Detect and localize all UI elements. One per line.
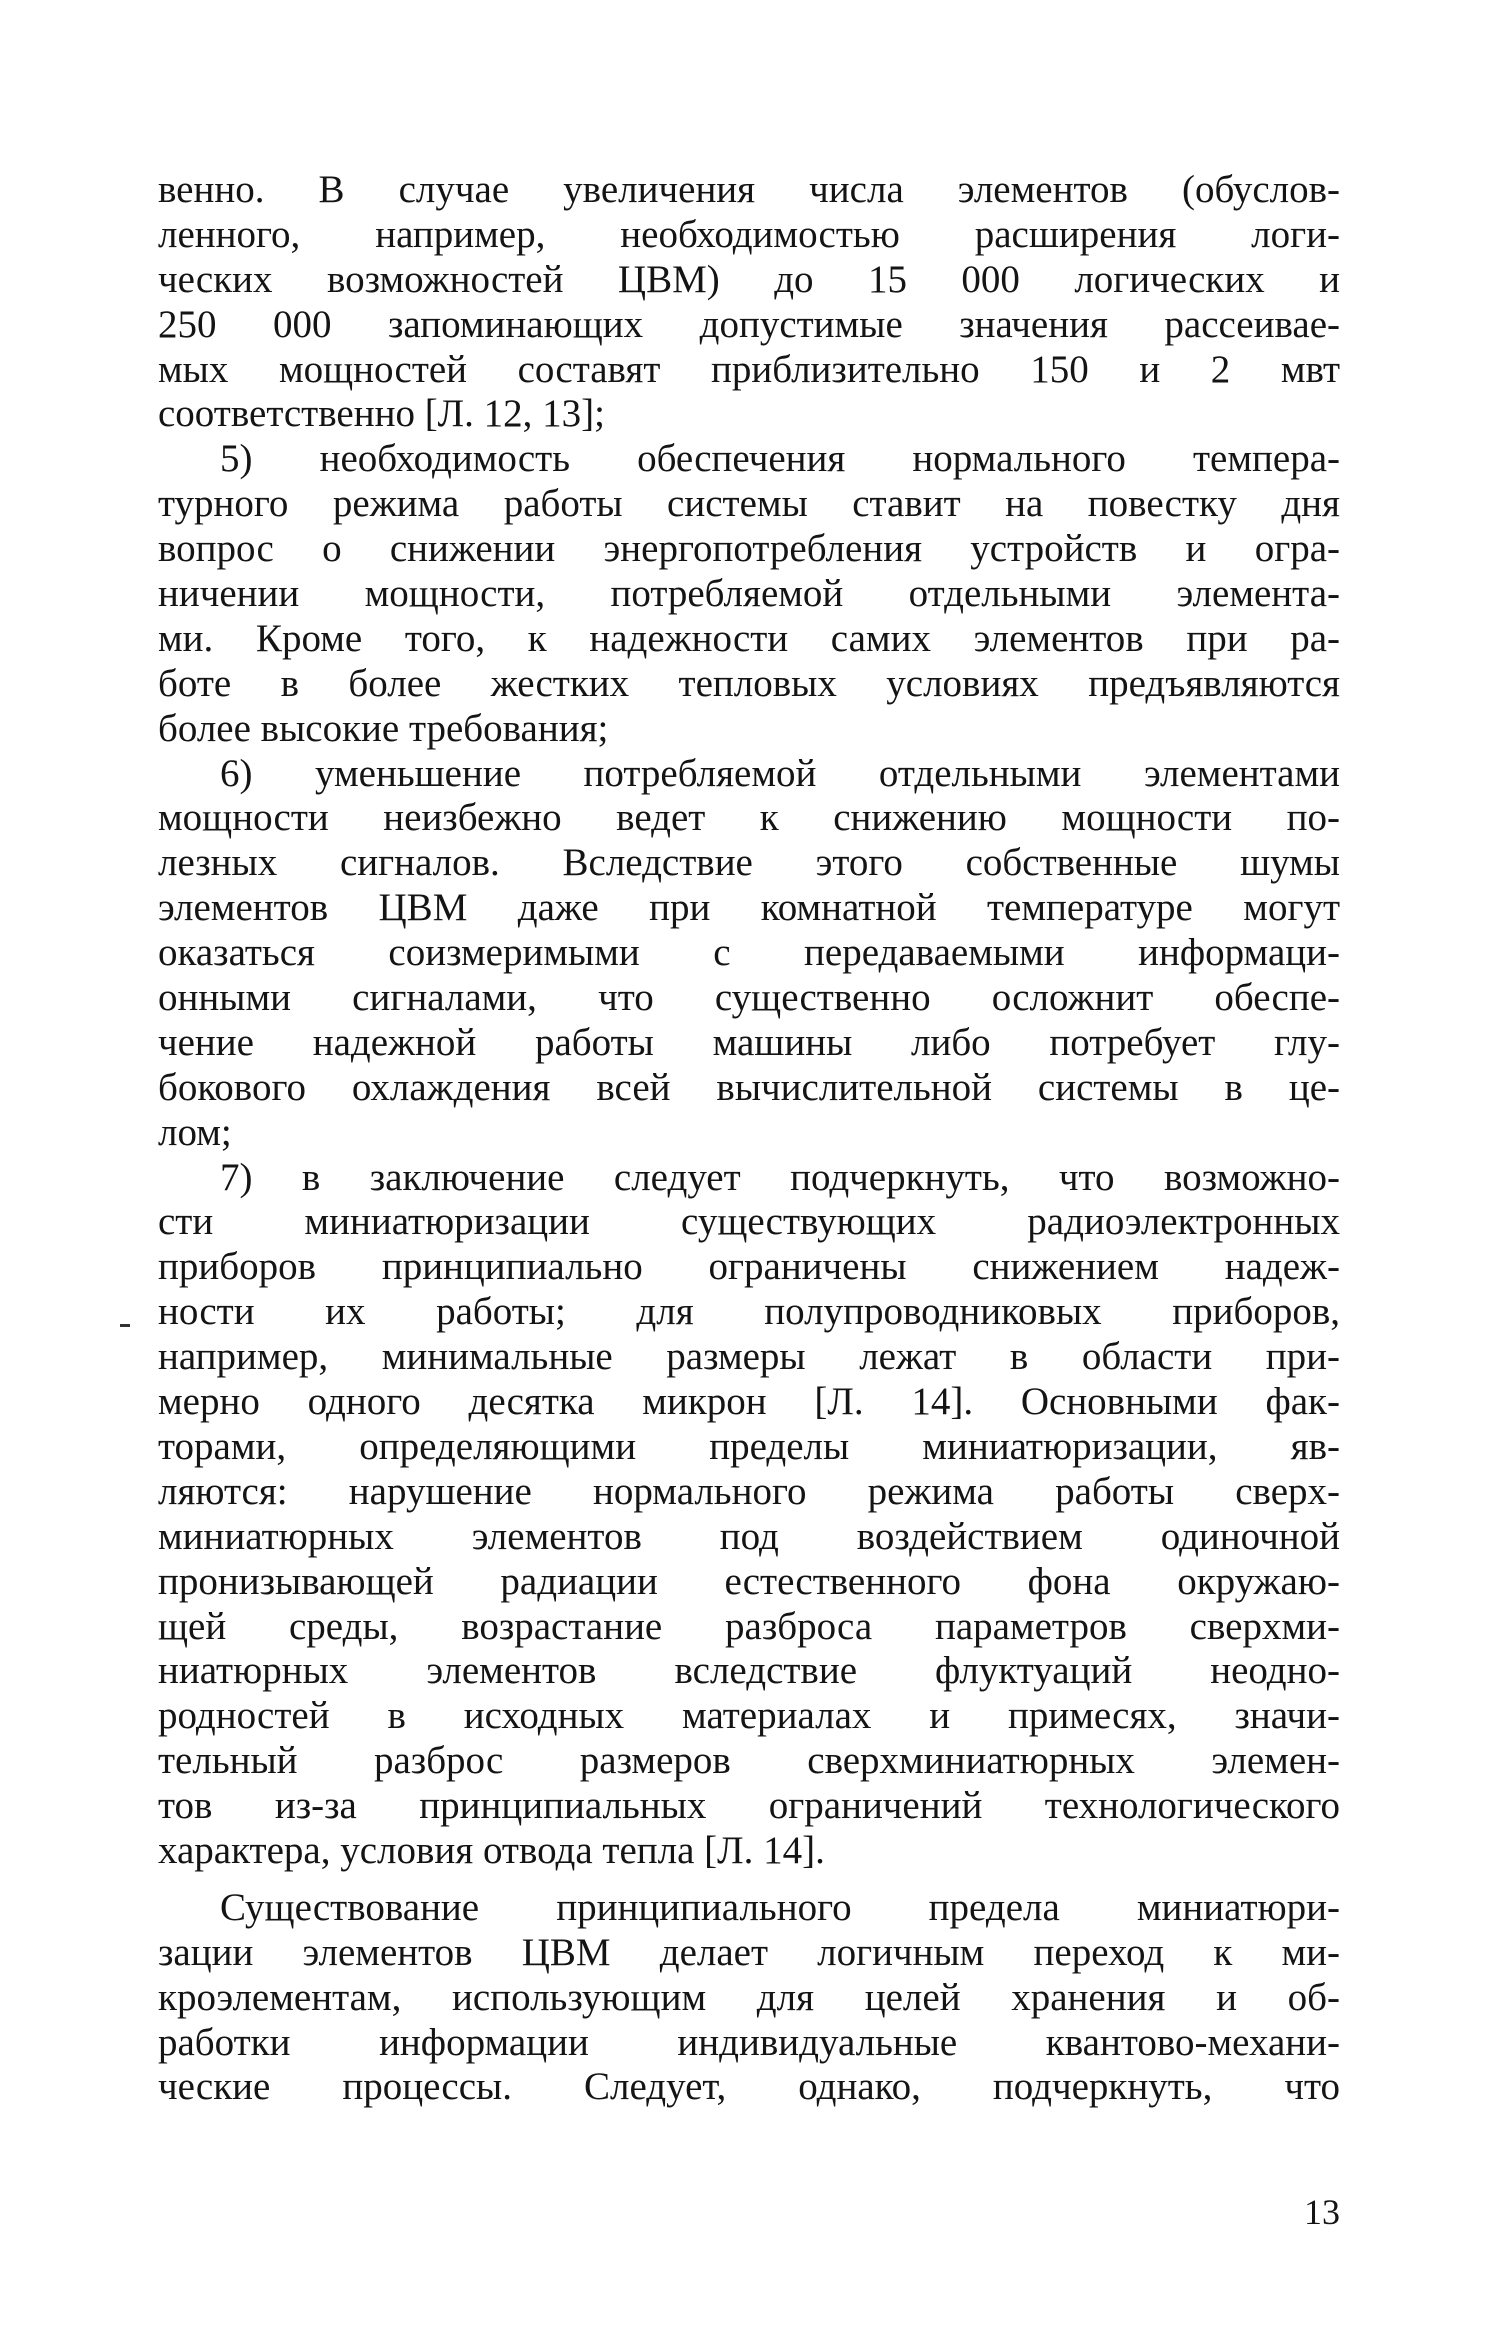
text-line: лом; [158,1110,232,1154]
text-line: венно. В случае увеличения числа элементов (обуслов- [158,168,1340,211]
text-line: турного режима работы системы ставит на повестку дня [158,482,1340,526]
text-line: мерно одного десятка микрон [Л. 14]. Основными фак- [158,1380,1340,1424]
text-line: пронизывающей радиации естественного фона окружаю- [158,1559,1340,1603]
text-line: торами, определяющими пределы миниатюризации, яв- [158,1424,1340,1468]
text-line: боте в более жестких тепловых условиях предъявляются [158,661,1340,705]
text-line: ности их работы; для полупроводниковых приборов, [158,1290,1340,1334]
text-line: ничении мощности, потребляемой отдельными элемента- [158,572,1340,616]
text-line: 6) уменьшение потребляемой отдельными элементами [220,751,1340,795]
text-line: кроэлементам, использующим для целей хранения и об- [158,1975,1340,2019]
margin-mark [120,1324,130,1327]
text-line: 7) в заключение следует подчеркнуть, что возможно- [220,1155,1340,1199]
text-line: тельный разброс размеров сверхминиатюрных элемен- [158,1739,1340,1783]
text-line: например, минимальные размеры лежат в области при- [158,1335,1340,1379]
text-line: онными сигналами, что существенно осложнит обеспе- [158,976,1340,1020]
text-line: более высокие требования; [158,706,609,750]
text-line: Существование принципиального предела миниатюри- [220,1885,1340,1929]
text-line: соответственно [Л. 12, 13]; [158,392,605,436]
text-line: тов из-за принципиальных ограничений технологического [158,1784,1340,1828]
text-line: 250 000 запоминающих допустимые значения рассеивае- [158,302,1340,346]
page-number: 13 [1304,2192,1340,2232]
page-body [158,168,1340,2110]
text-line: оказаться соизмеримыми с передаваемыми информаци- [158,931,1340,975]
text-line: лезных сигналов. Вследствие этого собственные шумы [158,841,1340,885]
text-line: ми. Кроме того, к надежности самих элементов при ра- [158,616,1340,660]
text-line: 5) необходимость обеспечения нормального темпера- [220,437,1340,481]
text-line: сти миниатюризации существующих радиоэлектронных [158,1200,1340,1244]
text-line: элементов ЦВМ даже при комнатной температуре могут [158,886,1340,930]
text-line: зации элементов ЦВМ делает логичным переход к ми- [158,1930,1340,1974]
text-line: ниатюрных элементов вследствие флуктуаций неодно- [158,1649,1340,1693]
text-line: миниатюрных элементов под воздействием одиночной [158,1514,1340,1558]
text-line: бокового охлаждения всей вычислительной системы в це- [158,1065,1340,1109]
text-line: щей среды, возрастание разброса параметров сверхми- [158,1604,1340,1648]
text-line: ческие процессы. Следует, однако, подчеркнуть, что [158,2065,1340,2109]
text-line: чение надежной работы машины либо потребует глу- [158,1020,1340,1064]
text-line: ляются: нарушение нормального режима работы сверх- [158,1469,1340,1513]
text-line: вопрос о снижении энергопотребления устройств и огра- [158,527,1340,571]
text-line: приборов принципиально ограничены снижением надеж- [158,1245,1340,1289]
text-line: характера, условия отвода тепла [Л. 14]. [158,1828,825,1872]
text-line: родностей в исходных материалах и примесях, значи- [158,1694,1340,1738]
text-line: работки информации индивидуальные квантово-механи- [158,2020,1340,2064]
text-line: мощности неизбежно ведет к снижению мощности по- [158,796,1340,840]
text-line: ческих возможностей ЦВМ) до 15 000 логических и [158,257,1340,301]
text-line: ленного, например, необходимостью расширения логи- [158,212,1340,256]
text-line: мых мощностей составят приблизительно 150 и 2 мвт [158,347,1340,391]
